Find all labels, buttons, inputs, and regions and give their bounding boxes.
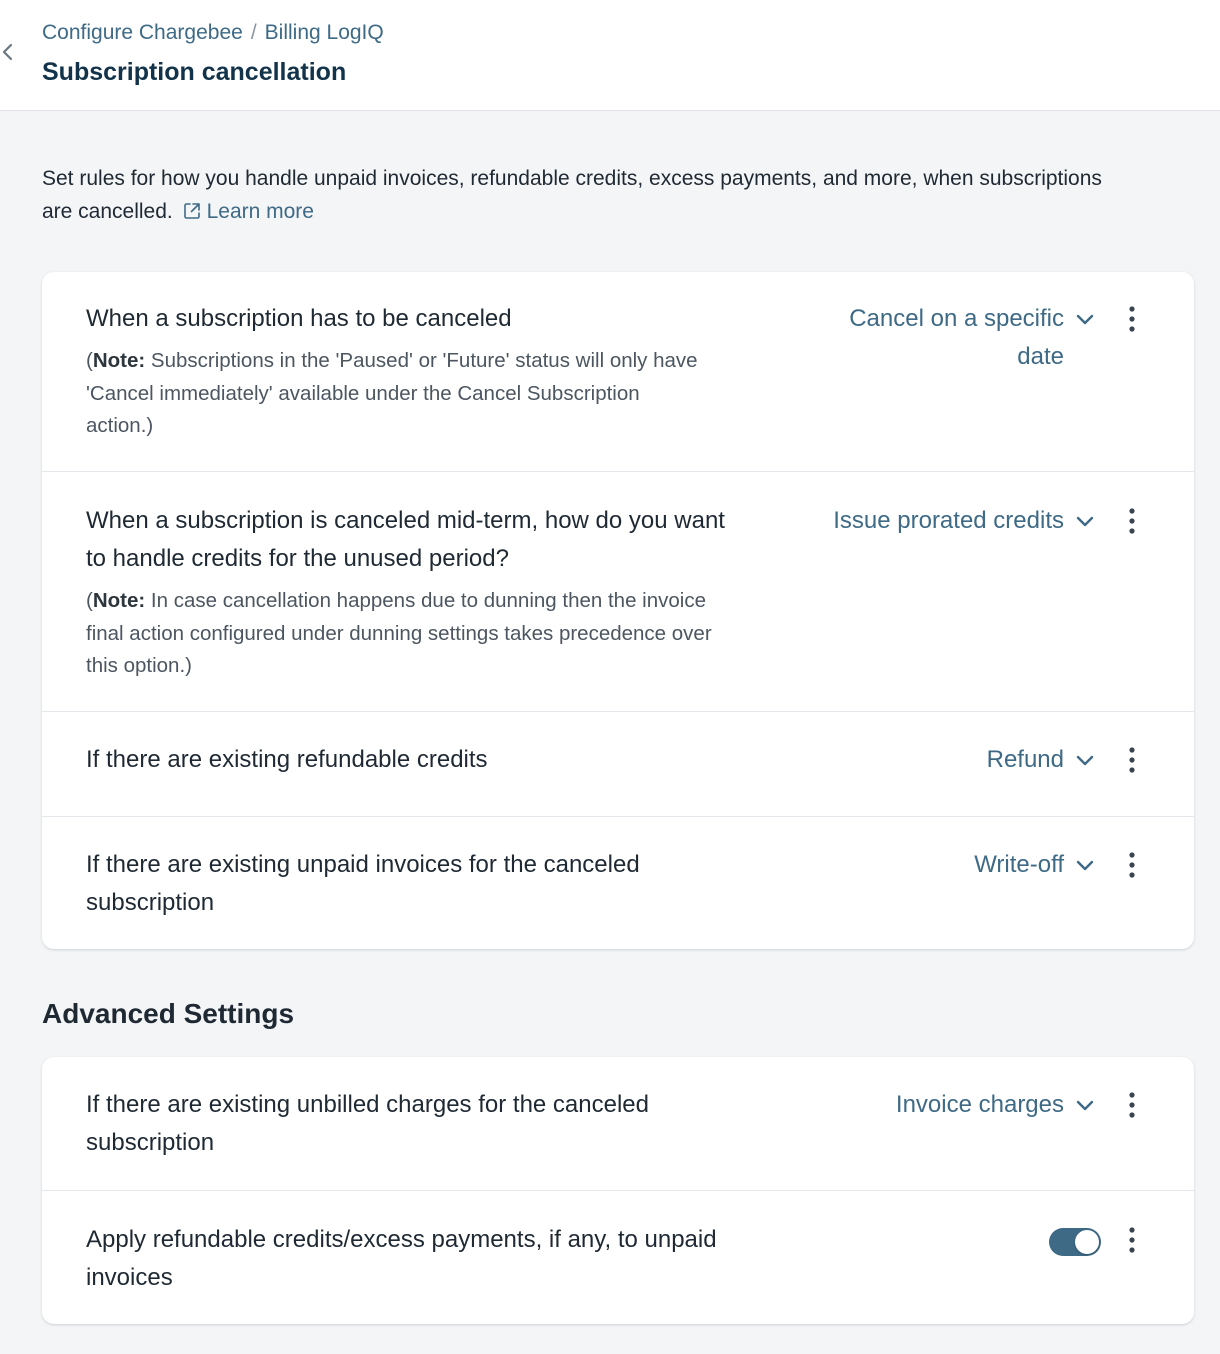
chevron-left-icon bbox=[2, 43, 14, 61]
dropdown-value: Write-off bbox=[974, 851, 1064, 878]
chevron-down-icon bbox=[1074, 300, 1096, 338]
setting-question: When a subscription has to be canceled bbox=[86, 305, 512, 332]
apply-credits-toggle[interactable] bbox=[1049, 1228, 1101, 1256]
setting-note: (Note: Subscriptions in the 'Paused' or 'Future' status will only have 'Cancel immediately' available under the Cancel Subscription action.) bbox=[86, 349, 698, 437]
setting-note: (Note: In case cancellation happens due to dunning then the invoice final action configured under dunning settings takes precedence over this option.) bbox=[86, 589, 712, 677]
page-header bbox=[0, 0, 1220, 111]
external-link-icon bbox=[183, 202, 201, 220]
more-options-icon[interactable] bbox=[1122, 502, 1142, 540]
more-options-icon[interactable] bbox=[1122, 1221, 1142, 1259]
setting-row-cancel-timing bbox=[42, 272, 1194, 471]
learn-more-link[interactable] bbox=[179, 200, 314, 223]
setting-row-midterm-credits bbox=[42, 471, 1194, 711]
breadcrumb-configure-chargebee[interactable]: Configure Chargebee bbox=[42, 21, 243, 44]
setting-row-refundable-credits bbox=[42, 711, 1194, 816]
advanced-settings-card bbox=[42, 1057, 1194, 1324]
dropdown-value: Cancel on a specific date bbox=[849, 305, 1064, 370]
intro-text: Set rules for how you handle unpaid invoices, refundable credits, excess payments, and more, when subscriptions are cancelled. bbox=[42, 167, 1102, 223]
chevron-down-icon bbox=[1074, 741, 1096, 779]
note-label: Note: bbox=[92, 589, 146, 612]
chevron-down-icon bbox=[1074, 502, 1096, 540]
back-button[interactable] bbox=[0, 38, 16, 66]
chevron-down-icon bbox=[1074, 1086, 1096, 1124]
page-title: Subscription cancellation bbox=[42, 58, 347, 86]
unpaid-invoices-dropdown[interactable] bbox=[974, 846, 1096, 884]
dropdown-value: Invoice charges bbox=[895, 1091, 1064, 1118]
cancellation-settings-card bbox=[42, 272, 1194, 949]
note-text: Subscriptions in the 'Paused' or 'Future' status will only have 'Cancel immediately' available under the Cancel Subscription action.) bbox=[86, 349, 698, 437]
learn-more-label: Learn more bbox=[206, 200, 314, 223]
note-label: Note: bbox=[92, 349, 146, 372]
setting-question: When a subscription is canceled mid-term, how do you want to handle credits for the unused period? bbox=[86, 507, 725, 572]
setting-row-unpaid-invoices bbox=[42, 816, 1194, 949]
unbilled-charges-dropdown[interactable] bbox=[896, 1086, 1096, 1124]
refundable-credits-dropdown[interactable] bbox=[987, 741, 1096, 779]
cancel-timing-dropdown[interactable] bbox=[824, 300, 1096, 376]
breadcrumb-billing-logiq[interactable]: Billing LogIQ bbox=[264, 21, 384, 44]
setting-question: If there are existing unpaid invoices for the canceled subscription bbox=[86, 851, 640, 916]
more-options-icon[interactable] bbox=[1122, 1086, 1142, 1124]
dropdown-value: Issue prorated credits bbox=[833, 507, 1064, 534]
note-text: In case cancellation happens due to dunning then the invoice final action configured under dunning settings takes precedence over this option.) bbox=[86, 589, 712, 677]
setting-question: If there are existing refundable credits bbox=[86, 746, 488, 773]
setting-question: If there are existing unbilled charges for the canceled subscription bbox=[86, 1091, 650, 1156]
breadcrumb-separator: / bbox=[250, 21, 257, 44]
toggle-knob bbox=[1075, 1230, 1099, 1254]
more-options-icon[interactable] bbox=[1122, 741, 1142, 779]
chevron-down-icon bbox=[1074, 846, 1096, 884]
more-options-icon[interactable] bbox=[1122, 300, 1142, 338]
setting-row-unbilled-charges bbox=[42, 1057, 1194, 1190]
more-options-icon[interactable] bbox=[1122, 846, 1142, 884]
advanced-settings-title: Advanced Settings bbox=[42, 998, 295, 1029]
setting-row-apply-credits bbox=[42, 1190, 1194, 1324]
dropdown-value: Refund bbox=[986, 746, 1064, 773]
intro-description bbox=[42, 162, 1102, 228]
breadcrumb bbox=[42, 19, 384, 47]
setting-question: Apply refundable credits/excess payments, if any, to unpaid invoices bbox=[86, 1226, 717, 1291]
midterm-credits-dropdown[interactable] bbox=[833, 502, 1096, 540]
